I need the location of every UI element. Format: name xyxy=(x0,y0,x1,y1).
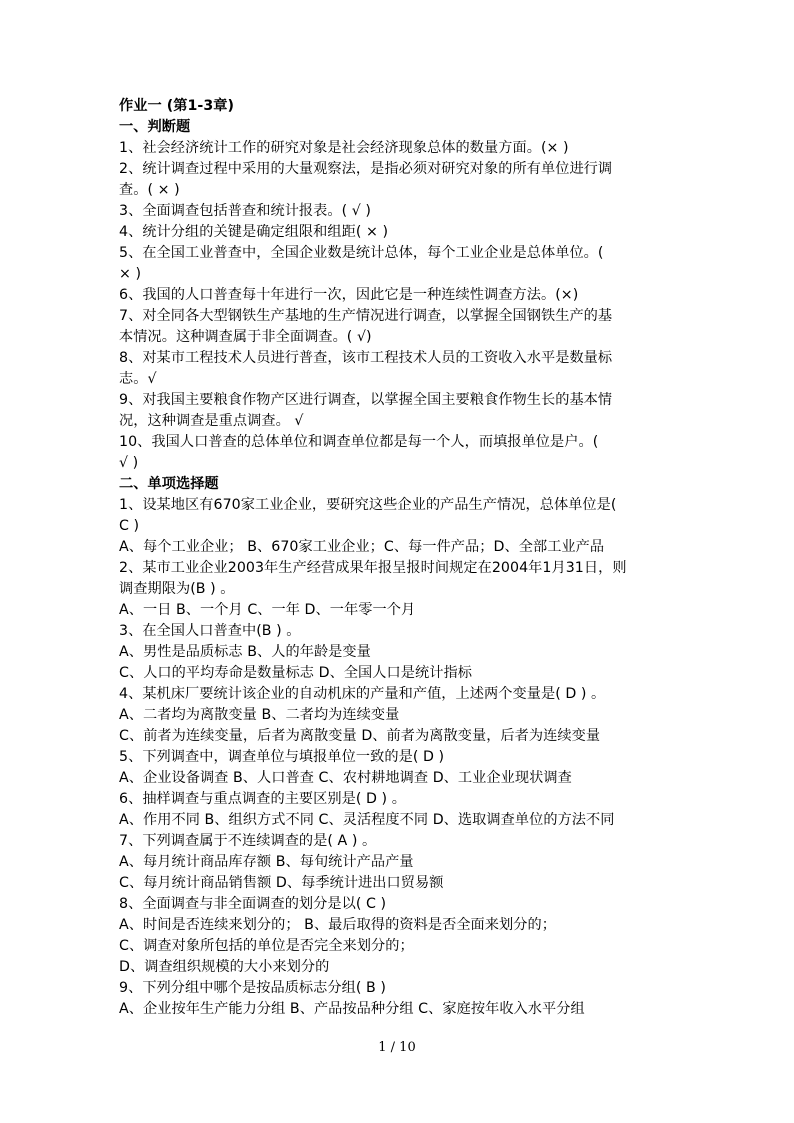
text-line: C ) xyxy=(119,518,140,534)
text-line: C、前者为连续变量，后者为离散变量 D、前者为离散变量，后者为连续变量 xyxy=(119,728,601,744)
text-line: 2、统计调查过程中采用的大量观察法，是指必须对研究对象的所有单位进行调 xyxy=(119,161,613,177)
text-line: 4、某机床厂要统计该企业的自动机床的产量和产值，上述两个变量是( D ) 。 xyxy=(119,686,606,702)
text-line: 况，这种调查是重点调查。 √ xyxy=(119,413,304,429)
text-line: × ) xyxy=(119,266,142,282)
text-line: 8、对某市工程技术人员进行普查，该市工程技术人员的工资收入水平是数量标 xyxy=(119,350,613,366)
text-line: 查。( × ) xyxy=(119,182,180,198)
page-number: 1 / 10 xyxy=(378,1040,416,1055)
text-line: 志。√ xyxy=(119,371,157,387)
document-title: 作业一 (第1-3章) xyxy=(119,98,235,114)
text-line: A、企业设备调查 B、人口普查 C、农村耕地调查 D、工业企业现状调查 xyxy=(119,770,572,786)
text-line: A、时间是否连续来划分的； B、最后取得的资料是否全面来划分的； xyxy=(119,917,556,933)
text-line: 3、全面调查包括普查和统计报表。( √ ) xyxy=(119,203,372,219)
text-line: 3、在全国人口普查中(B ) 。 xyxy=(119,623,301,639)
text-line: 9、对我国主要粮食作物产区进行调查，以掌握全国主要粮食作物生长的基本情 xyxy=(119,392,613,408)
text-line: 1、设某地区有670家工业企业，要研究这些企业的产品生产情况，总体单位是( xyxy=(119,497,617,513)
text-line: C、每月统计商品销售额 D、每季统计进出口贸易额 xyxy=(119,875,444,891)
text-line: √ ) xyxy=(119,455,139,471)
text-line: 1、社会经济统计工作的研究对象是社会经济现象总体的数量方面。(× ) xyxy=(119,140,569,156)
text-line: D、调查组织规模的大小来划分的 xyxy=(119,959,330,975)
text-line: 7、对全同各大型钢铁生产基地的生产情况进行调查，以掌握全国钢铁生产的基 xyxy=(119,308,613,324)
text-line: C、人口的平均寿命是数量标志 D、全国人口是统计指标 xyxy=(119,665,472,681)
text-line: A、企业按年生产能力分组 B、产品按品种分组 C、家庭按年收入水平分组 xyxy=(119,1001,585,1017)
text-line: A、男性是品质标志 B、人的年龄是变量 xyxy=(119,644,371,660)
text-line: 8、全面调查与非全面调查的划分是以( C ) xyxy=(119,896,387,912)
text-line: 5、在全国工业普查中，全国企业数是统计总体，每个工业企业是总体单位。( xyxy=(119,245,604,261)
text-line: A、每月统计商品库存额 B、每旬统计产品产量 xyxy=(119,854,414,870)
text-line: 7、下列调查属于不连续调查的是( A ) 。 xyxy=(119,833,377,849)
text-line: 4、统计分组的关键是确定组限和组距( × ) xyxy=(119,224,389,240)
text-line: 调查期限为(B ) 。 xyxy=(119,581,235,597)
text-line: 6、抽样调查与重点调查的主要区别是( D ) 。 xyxy=(119,791,406,807)
text-line: 10、我国人口普查的总体单位和调查单位都是每一个人，而填报单位是户。( xyxy=(119,434,599,450)
section-heading-multiple-choice: 二、单项选择题 xyxy=(119,476,219,492)
section-heading-true-false: 一、判断题 xyxy=(119,119,191,135)
text-line: A、一日 B、一个月 C、一年 D、一年零一个月 xyxy=(119,602,416,618)
text-line: A、二者均为离散变量 B、二者均为连续变量 xyxy=(119,707,400,723)
text-line: 2、某市工业企业2003年生产经营成果年报呈报时间规定在2004年1月31日，则 xyxy=(119,560,627,576)
text-line: C、调查对象所包括的单位是否完全来划分的； xyxy=(119,938,414,954)
text-line: A、作用不同 B、组织方式不同 C、灵活程度不同 D、选取调查单位的方法不同 xyxy=(119,812,615,828)
text-line: 6、我国的人口普查每十年进行一次，因此它是一种连续性调查方法。(×) xyxy=(119,287,579,303)
text-line: 9、下列分组中哪个是按品质标志分组( B ) xyxy=(119,980,386,996)
text-line: 本情况。这种调查属于非全面调查。( √) xyxy=(119,329,372,345)
text-line: 5、下列调查中，调查单位与填报单位一致的是( D ) xyxy=(119,749,445,765)
text-line: A、每个工业企业； B、670家工业企业；C、每一件产品；D、全部工业产品 xyxy=(119,539,605,555)
document-body xyxy=(119,96,679,1020)
